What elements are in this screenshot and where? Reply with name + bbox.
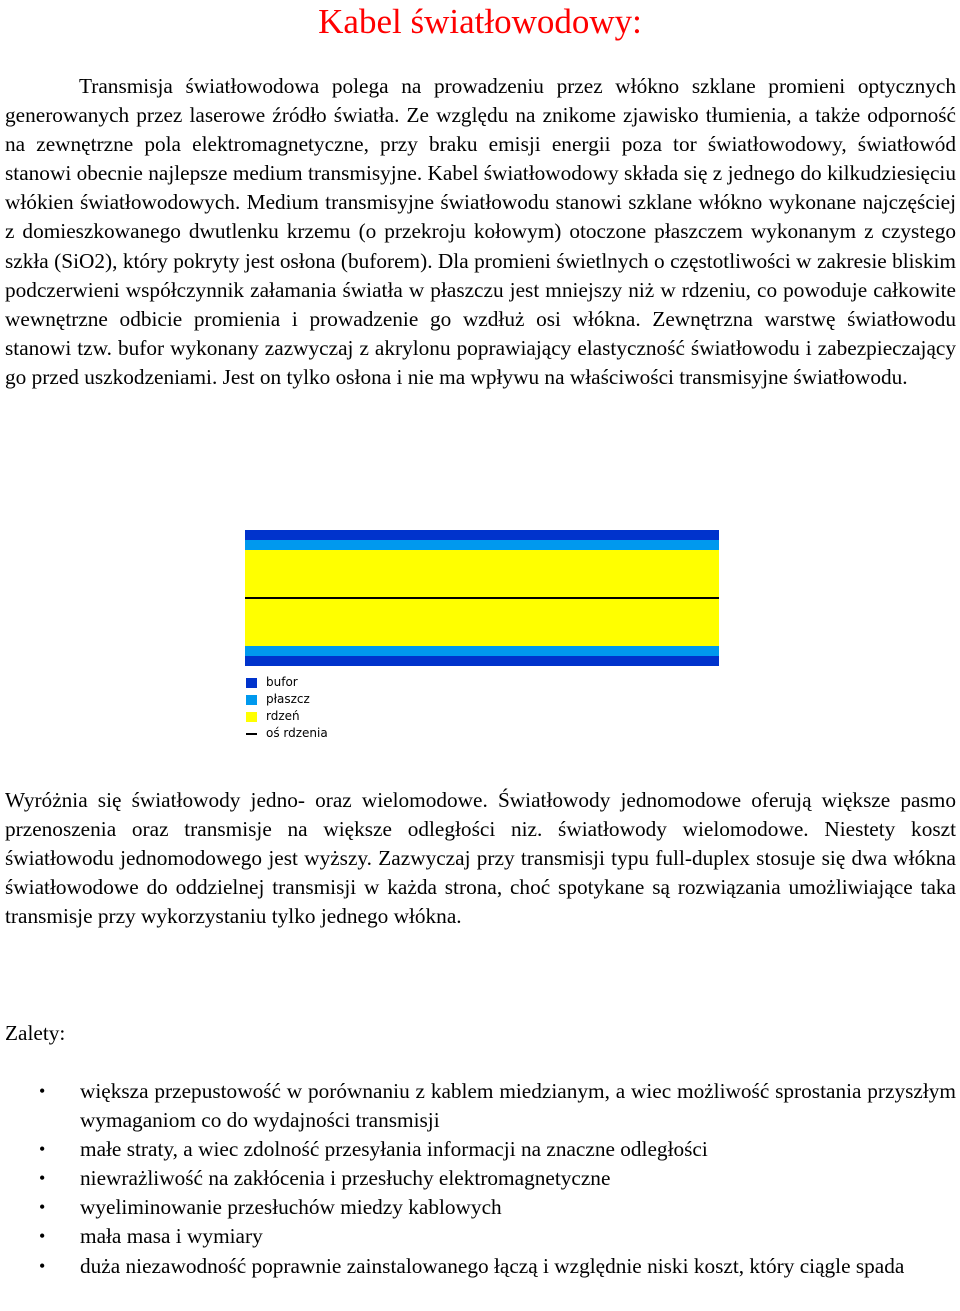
legend-item-bufor bbox=[246, 674, 366, 691]
list-item-text: niewrażliwość na zakłócenia i przesłuchy elektromagnetyczne bbox=[80, 1166, 611, 1191]
list-item bbox=[0, 1222, 960, 1251]
advantages-heading: Zalety: bbox=[5, 1021, 66, 1045]
core-layer-bottom bbox=[245, 599, 719, 646]
bullet-icon: • bbox=[39, 1226, 46, 1247]
list-item-text: większa przepustowość w porównaniu z kablem miedzianym, a wiec możliwość sprostania przyszłym wymaganiom co do wydajności transmisji bbox=[80, 1079, 956, 1133]
advantages-list bbox=[0, 1077, 960, 1281]
fiber-structure-diagram bbox=[245, 530, 719, 670]
list-item bbox=[0, 1252, 960, 1281]
legend-swatch-plaszcz bbox=[246, 695, 257, 705]
bullet-icon: • bbox=[39, 1197, 46, 1218]
legend-item-plaszcz bbox=[246, 691, 366, 708]
bullet-icon: • bbox=[39, 1168, 46, 1189]
intro-paragraph: Transmisja światłowodowa polega na prowadzeniu przez włókno szklane promieni optycznych generowanych przez laserowe źródło światła. Ze względu na znikome zjawisko tłumienia, a także odporność na zewnętrzne pola elektromagnetyczne, przy braku emisji energii poza tor światłowodowy, światłowód stanowi obecnie najlepsze medium transmisyjne. Kabel światłowodowy składa się z jednego do kilkudziesięciu włókien światłowodowych. Medium transmisyjne światłowodu stanowi szklane włókno wykonane najczęściej z domieszkowanego dwutlenku krzemu (o przekroju kołowym) otoczone płaszczem wykonanym z czystego szkła (SiO2), który pokryty jest osłona (buforem). Dla promieni świetlnych o częstotliwości w zakresie bliskim podczerwieni współczynnik załamania światła w płaszczu jest mniejszy niż w rdzeniu, co powoduje całkowite wewnętrzne odbicie promienia i prowadzenie go wzdłuż osi włókna. Zewnętrzna warstwę światłowodu stanowi tzw. bufor wykonany zazwyczaj z akrylonu poprawiający elastyczność światłowodu i zabezpieczający go przed uszkodzeniami. Jest on tylko osłona i nie ma wpływu na właściwości transmisyjne światłowodu. bbox=[5, 74, 956, 389]
list-item-text: duża niezawodność poprawnie zainstalowanego łączą i względnie niski koszt, który ciągle spada bbox=[80, 1253, 905, 1278]
legend-item-rdzen bbox=[246, 708, 366, 725]
bullet-icon: • bbox=[39, 1081, 46, 1101]
core-layer-top bbox=[245, 550, 719, 597]
cladding-layer-bottom bbox=[245, 646, 719, 656]
bullet-icon: • bbox=[39, 1139, 46, 1160]
legend-label: oś rdzenia bbox=[266, 726, 328, 740]
list-item bbox=[0, 1164, 960, 1193]
cladding-layer-top bbox=[245, 540, 719, 550]
legend-label: płaszcz bbox=[266, 692, 310, 706]
list-item-text: wyeliminowanie przesłuchów miedzy kablowych bbox=[80, 1195, 502, 1220]
diagram-legend bbox=[246, 674, 366, 744]
page-title: Kabel światłowodowy: bbox=[318, 2, 642, 41]
buffer-layer-top bbox=[245, 530, 719, 540]
list-item-text: małe straty, a wiec zdolność przesyłania informacji na znaczne odległości bbox=[80, 1137, 708, 1162]
list-item-text: mała masa i wymiary bbox=[80, 1224, 263, 1249]
legend-swatch-bufor bbox=[246, 678, 257, 688]
bullet-icon: • bbox=[39, 1255, 46, 1276]
legend-swatch-os-rdzenia bbox=[246, 733, 257, 735]
list-item bbox=[0, 1193, 960, 1222]
buffer-layer-bottom bbox=[245, 656, 719, 666]
legend-item-os-rdzenia bbox=[246, 725, 366, 742]
list-item bbox=[0, 1135, 960, 1164]
legend-label: rdzeń bbox=[266, 709, 300, 723]
legend-swatch-rdzen bbox=[246, 712, 257, 722]
list-item bbox=[0, 1077, 960, 1135]
legend-label: bufor bbox=[266, 675, 298, 689]
modes-paragraph: Wyróżnia się światłowody jedno- oraz wielomodowe. Światłowody jednomodowe oferują większe pasmo przenoszenia oraz transmisje na większe odległości niz. światłowody wielomodowe. Niestety koszt światłowodu jednomodowego jest wyższy. Zazwyczaj przy transmisji typu full-duplex stosuje się dwa włókna światłowodowe do oddzielnej transmisji w każda strona, choć spotykane są rozwiązania umożliwiające taka transmisje przy wykorzystaniu tylko jednego włókna. bbox=[5, 788, 956, 929]
